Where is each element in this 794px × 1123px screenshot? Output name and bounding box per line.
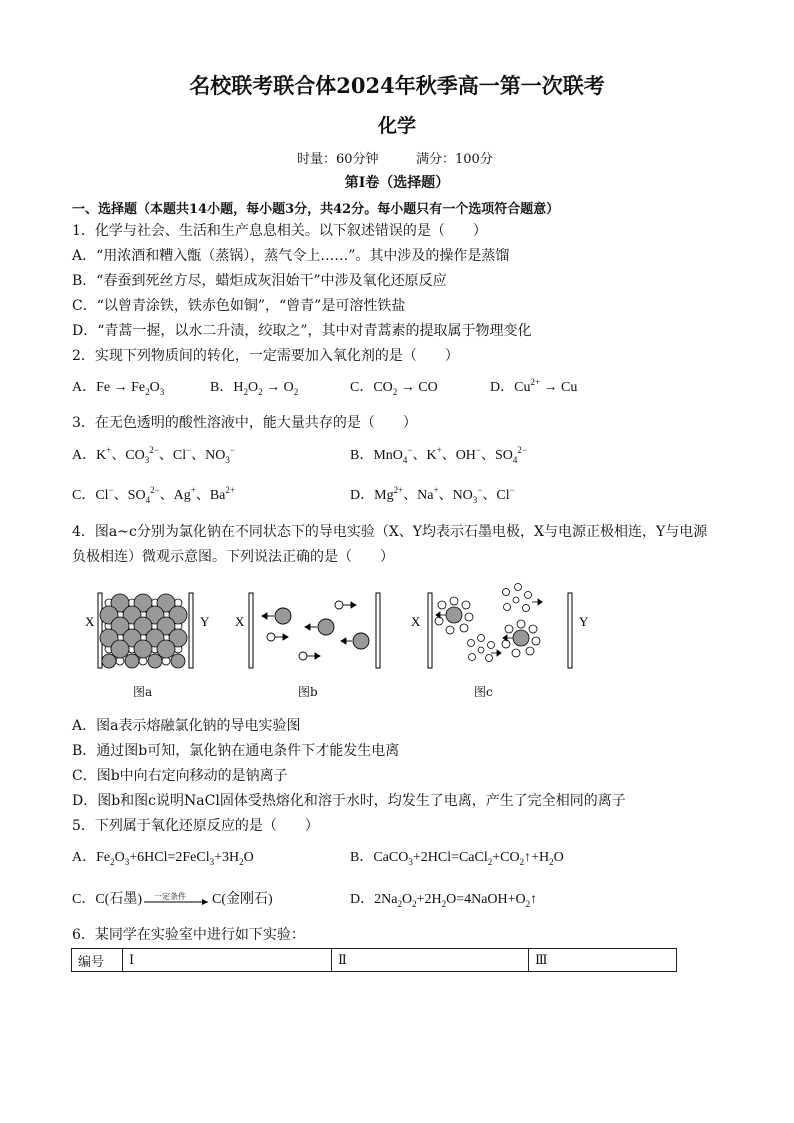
q5-option-d: D．$2Na_2O_2+2H_2O=4NaOH+O_2↑$ [350, 892, 538, 909]
table-header-cell: Ⅱ [332, 949, 529, 972]
q4-option-d: D．图b和图c说明NaCl固体受热熔化和溶于水时，均发生了电离，产生了完全相同的离子 [72, 793, 626, 809]
figure-a-caption: 图a [133, 685, 153, 699]
experiment-table [71, 948, 677, 972]
figure-c [406, 575, 591, 685]
hydrated-ions [435, 584, 542, 662]
q3-option-a: A．K+、$CO_3^{2-}$、Cl−、$NO_3^-$ [72, 445, 235, 465]
q5-option-a: A．$Fe_2O_3+6HCl=2FeCl_3+3H_2O$ [72, 850, 254, 867]
figure-c-caption: 图c [474, 685, 493, 699]
electrode-x [249, 593, 253, 668]
electrode-x [428, 593, 432, 668]
q2-stem: 2．实现下列物质间的转化，一定需要加入氧化剂的是（ ） [72, 348, 459, 364]
q4-option-b: B．通过图b可知，氯化钠在通电条件下才能发生电离 [72, 743, 400, 759]
q3-option-c: C．Cl−、$SO_4^{2-}$、Ag+、$Ba^{2+}$ [72, 485, 235, 505]
table-header-cell: 编号 [72, 949, 123, 972]
q4-option-c: C．图b中向右定向移动的是钠离子 [72, 768, 288, 784]
electrode-x-label: X [85, 614, 95, 629]
q5-option-c: C．C(石墨) 一定条件 C(金刚石) [72, 890, 273, 910]
table-header-cell: Ⅰ [123, 949, 332, 972]
electrode-y [376, 593, 380, 668]
moving-ions [262, 601, 369, 660]
section-heading: 一、选择题（本题共14小题，每小题3分，共42分。每小题只有一个选项符合题意） [72, 202, 560, 217]
q1-option-c: C．“以曾青涂铁，铁赤色如铜”，“曾青”是可溶性铁盐 [72, 298, 406, 314]
table-header-cell: Ⅲ [529, 949, 677, 972]
electrode-y-label: Y [200, 614, 210, 629]
q1-option-a: A．“用浓酒和糟入甑（蒸锅），蒸气令上……”。其中涉及的操作是蒸馏 [72, 248, 510, 264]
score-label: 满分：100分 [416, 152, 493, 167]
q3-stem: 3．在无色透明的酸性溶液中，能大量共存的是（ ） [72, 415, 417, 431]
q1-option-d: D．“青蒿一握，以水二升渍，绞取之”，其中对青蒿素的提取属于物理变化 [72, 323, 532, 339]
q5-option-b: B．$CaCO_3+2HCl=CaCl_2+CO_2↑+H_2O$ [350, 850, 564, 867]
electrode-y [568, 593, 572, 668]
table-row [72, 949, 677, 972]
q3-option-d: D．$Mg^{2+}$、Na+、$NO_3^-$、Cl− [350, 485, 515, 505]
figure-b [233, 585, 393, 685]
electrode-x-label: X [235, 614, 245, 629]
q1-option-b: B．“春蚕到死丝方尽，蜡炬成灰泪始干”中涉及氧化还原反应 [72, 273, 447, 289]
q3-option-b: B．MnO$_4$−、K+、OH−、$SO_4^{2-}$ [350, 445, 527, 465]
time-label: 时量：60分钟 [297, 152, 379, 167]
exam-title: 名校联考联合体2024年秋季高一第一次联考 [189, 73, 605, 98]
electrode-x [98, 593, 102, 668]
q4-option-a: A．图a表示熔融氯化钠的导电实验图 [72, 718, 301, 734]
q4-stem-line1: 4．图a~c分别为氯化钠在不同状态下的导电实验（X、Y均表示石墨电极，X与电源正极相连，Y与电源 [72, 524, 708, 540]
electrode-x-label: X [411, 614, 421, 629]
q2-option-b: B．$H_2O_2 \to O_2$ [210, 380, 299, 397]
q2-option-a: A．$Fe \to Fe_2O_3$ [72, 380, 165, 397]
electrode-y [189, 593, 193, 668]
conversion-arrow: 一定条件 [142, 890, 212, 910]
q1-stem: 1．化学与社会、生活和生产息息相关。以下叙述错误的是（ ） [72, 223, 487, 239]
q5-stem: 5．下列属于氧化还原反应的是（ ） [72, 818, 319, 834]
q2-option-d: D．$Cu^{2+} \to Cu$ [490, 377, 578, 395]
subject-title: 化学 [377, 115, 416, 137]
q2-option-c: C．$CO_2$ → CO [350, 380, 438, 397]
volume-title: 第Ⅰ卷（选择题） [344, 175, 450, 191]
q4-stem-line2: 负极相连）微观示意图。下列说法正确的是（ ） [72, 549, 394, 565]
nacl-crystal-lattice [100, 594, 187, 668]
q6-stem: 6．某同学在实验室中进行如下实验： [72, 927, 305, 943]
figure-b-caption: 图b [298, 685, 318, 699]
figure-a [82, 585, 222, 685]
electrode-y-label: Y [579, 614, 589, 629]
